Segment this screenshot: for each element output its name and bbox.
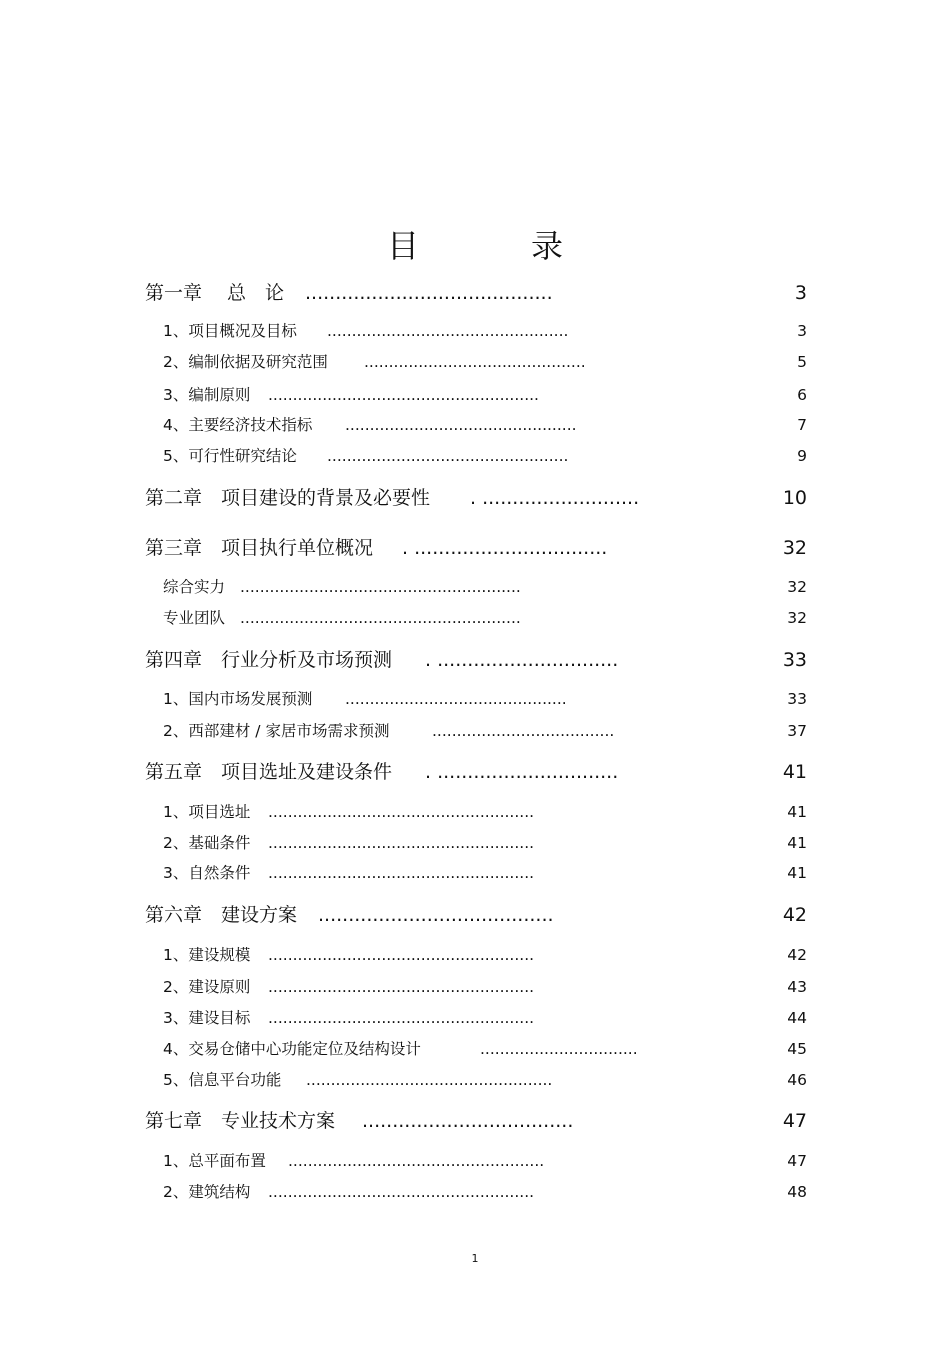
toc-entry-page-number: 33 [782,649,807,671]
toc-section-entry[interactable] [0,976,950,998]
toc-entry-label: 2、建筑结构 [163,1183,251,1201]
toc-entry-leader-dots: ....................................................... [268,386,539,404]
toc-entry-leader-dots: ...................................................... [268,946,535,964]
toc-entry-leader-dots: . .............................. [425,649,619,671]
toc-chapter-entry[interactable] [0,902,950,928]
toc-entry-label: 3、建设目标 [163,1009,251,1027]
toc-section-entry[interactable] [0,1038,950,1060]
toc-title: 目 录 [386,227,603,265]
toc-entry-page-number: 37 [787,722,807,740]
toc-entry-page-number: 43 [787,978,807,996]
toc-entry-label: 4、交易仓储中心功能定位及结构设计 [163,1040,421,1058]
toc-section-entry[interactable] [0,384,950,406]
toc-section-entry[interactable] [0,801,950,823]
toc-section-entry[interactable] [0,576,950,598]
toc-entry-label: 2、编制依据及研究范围 [163,353,328,371]
toc-entry-label: 第三章 项目执行单位概况 [145,537,374,559]
toc-section-entry[interactable] [0,1181,950,1203]
toc-entry-page-number: 3 [794,282,807,304]
toc-entry-leader-dots: ..................................... [432,722,615,740]
toc-entry-leader-dots: . .......................... [470,487,640,509]
toc-entry-leader-dots: ............................................. [345,690,567,708]
toc-entry-leader-dots: . ................................ [402,537,608,559]
toc-entry-leader-dots: ...................................................... [268,1183,535,1201]
toc-entry-leader-dots: ...................................................... [268,978,535,996]
toc-entry-label: 1、总平面布置 [163,1152,266,1170]
toc-entry-leader-dots: ................................... [362,1110,574,1132]
toc-entry-page-number: 42 [782,904,807,926]
toc-entry-page-number: 3 [797,322,807,340]
toc-section-entry[interactable] [0,832,950,854]
toc-chapter-entry[interactable] [0,759,950,785]
toc-entry-page-number: 10 [782,487,807,509]
toc-section-entry[interactable] [0,351,950,373]
toc-entry-label: 5、可行性研究结论 [163,447,297,465]
toc-entry-label: 2、建设原则 [163,978,251,996]
toc-entry-leader-dots: ............................................... [345,416,577,434]
toc-entry-leader-dots: ......................................................... [240,578,521,596]
toc-section-entry[interactable] [0,944,950,966]
toc-entry-leader-dots: ...................................................... [268,1009,535,1027]
toc-entry-label: 4、主要经济技术指标 [163,416,313,434]
toc-chapter-entry[interactable] [0,535,950,561]
toc-entry-label: 1、项目概况及目标 [163,322,297,340]
toc-section-entry[interactable] [0,445,950,467]
toc-section-entry[interactable] [0,320,950,342]
toc-chapter-entry[interactable] [0,647,950,673]
toc-entry-page-number: 32 [782,537,807,559]
toc-section-entry[interactable] [0,1069,950,1091]
toc-entry-label: 第五章 项目选址及建设条件 [145,761,393,783]
toc-entry-label: 1、国内市场发展预测 [163,690,313,708]
toc-entry-label: 第七章 专业技术方案 [145,1110,336,1132]
toc-entry-label: 第二章 项目建设的背景及必要性 [145,487,431,509]
toc-entry-label: 第一章 总 论 [145,282,285,304]
toc-entry-label: 3、编制原则 [163,386,251,404]
toc-entry-page-number: 6 [797,386,807,404]
toc-entry-page-number: 45 [787,1040,807,1058]
toc-entry-page-number: 48 [787,1183,807,1201]
toc-chapter-entry[interactable] [0,1108,950,1134]
toc-entry-page-number: 41 [787,803,807,821]
toc-entry-page-number: 5 [797,353,807,371]
toc-entry-page-number: 42 [787,946,807,964]
toc-entry-page-number: 41 [782,761,807,783]
toc-entry-page-number: 9 [797,447,807,465]
toc-section-entry[interactable] [0,1150,950,1172]
toc-entry-label: 综合实力 [163,578,226,596]
toc-entry-page-number: 32 [787,578,807,596]
toc-entry-leader-dots: ................................ [480,1040,638,1058]
toc-entry-leader-dots: ....................................... [318,904,554,926]
toc-section-entry[interactable] [0,862,950,884]
toc-entry-label: 第四章 行业分析及市场预测 [145,649,393,671]
toc-entry-leader-dots: ............................................. [364,353,586,371]
toc-entry-page-number: 47 [782,1110,807,1132]
toc-entry-leader-dots: ...................................................... [268,803,535,821]
toc-entry-page-number: 32 [787,609,807,627]
toc-entry-label: 2、基础条件 [163,834,251,852]
toc-chapter-entry[interactable] [0,485,950,511]
toc-entry-label: 1、项目选址 [163,803,251,821]
toc-entry-leader-dots: ................................................. [327,322,569,340]
toc-entry-leader-dots: ................................................. [327,447,569,465]
toc-entry-leader-dots: . .............................. [425,761,619,783]
toc-entry-page-number: 41 [787,834,807,852]
toc-entry-leader-dots: ......................................................... [240,609,521,627]
toc-entry-page-number: 33 [787,690,807,708]
toc-entry-label: 5、信息平台功能 [163,1071,282,1089]
toc-entry-leader-dots: ...................................................... [268,864,535,882]
toc-entry-label: 1、建设规模 [163,946,251,964]
toc-entry-label: 2、西部建材 / 家居市场需求预测 [163,722,390,740]
toc-entry-leader-dots: ......................................... [305,282,553,304]
toc-entry-label: 第六章 建设方案 [145,904,298,926]
toc-section-entry[interactable] [0,688,950,710]
toc-entry-label: 专业团队 [163,609,226,627]
toc-entry-leader-dots: ...................................................... [268,834,535,852]
toc-entry-label: 3、自然条件 [163,864,251,882]
toc-chapter-entry[interactable] [0,280,950,306]
toc-section-entry[interactable] [0,414,950,436]
toc-entry-page-number: 46 [787,1071,807,1089]
toc-section-entry[interactable] [0,720,950,742]
toc-entry-leader-dots: .................................................... [288,1152,545,1170]
toc-entry-page-number: 47 [787,1152,807,1170]
toc-entry-page-number: 41 [787,864,807,882]
toc-entry-page-number: 7 [797,416,807,434]
page-number: 1 [471,1252,479,1265]
toc-entry-leader-dots: .................................................. [306,1071,553,1089]
toc-section-entry[interactable] [0,1007,950,1029]
toc-entry-page-number: 44 [787,1009,807,1027]
toc-section-entry[interactable] [0,607,950,629]
